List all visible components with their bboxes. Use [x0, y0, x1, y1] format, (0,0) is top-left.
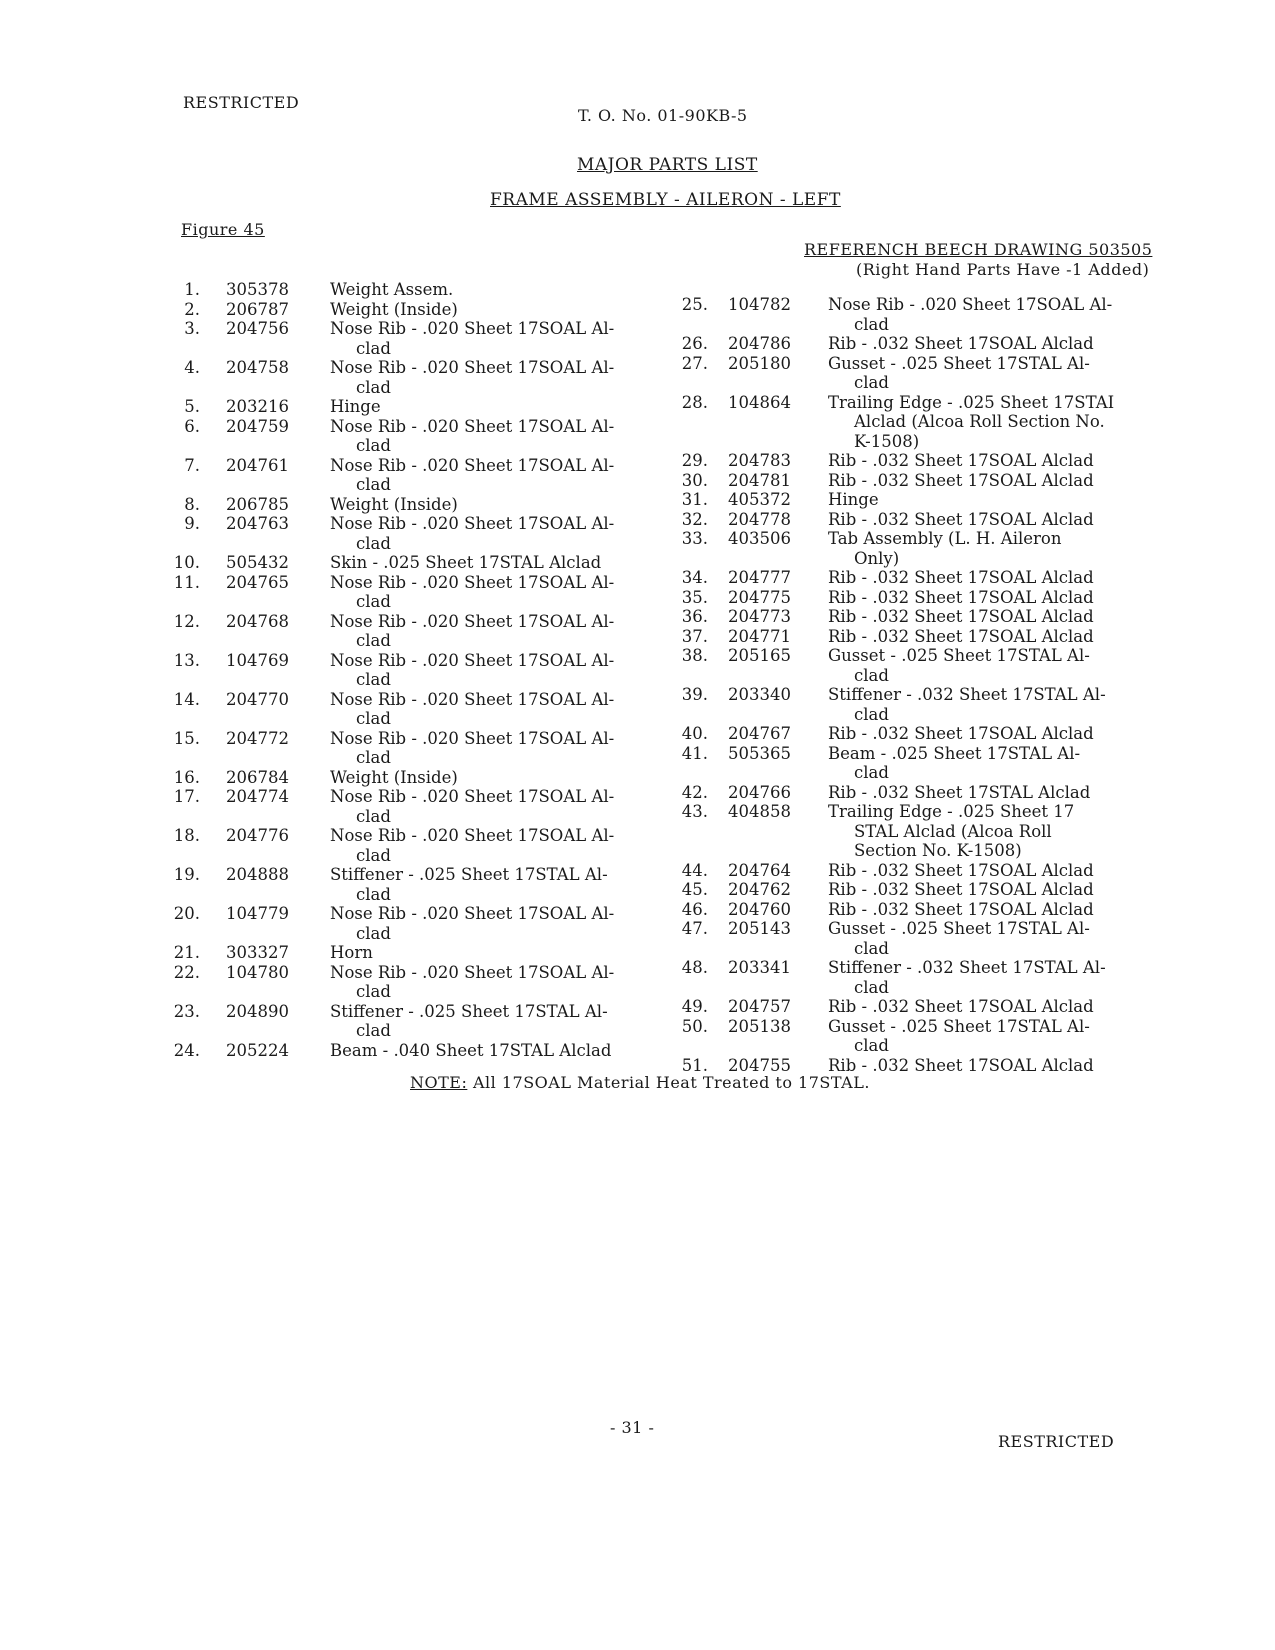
part-description-cont: clad [854, 977, 889, 997]
figure-label: Figure 45 [181, 220, 265, 239]
parts-list-item [668, 568, 1168, 588]
parts-list-item [160, 573, 670, 612]
part-number: 104864 [728, 392, 791, 412]
parts-list-item [668, 802, 1168, 861]
parts-list-item [668, 646, 1168, 685]
part-number: 204761 [226, 455, 289, 475]
part-number: 205180 [728, 353, 791, 373]
note-text: All 17SOAL Material Heat Treated to 17STAL. [472, 1073, 870, 1092]
item-number: 3. [184, 319, 200, 338]
part-number: 206787 [226, 299, 289, 319]
part-description-cont: clad [356, 533, 391, 553]
parts-list-item [160, 651, 670, 690]
part-description: Nose Rib - .020 Sheet 17SOAL Al- [330, 416, 615, 436]
item-number: 16. [173, 767, 200, 787]
part-number: 206784 [226, 767, 289, 787]
part-number: 205224 [226, 1040, 289, 1060]
item-number: 41. [681, 743, 708, 763]
part-number: 205165 [728, 646, 791, 665]
parts-list-item [160, 612, 670, 651]
part-description: Trailing Edge - .025 Sheet 17 [828, 802, 1075, 821]
parts-list-item [668, 900, 1168, 920]
item-number: 47. [681, 919, 708, 938]
parts-list-item [668, 958, 1168, 997]
part-number: 104780 [226, 962, 289, 982]
part-number: 204763 [226, 514, 289, 533]
item-number: 42. [681, 782, 708, 802]
part-description: Rib - .032 Sheet 17SOAL Alclad [828, 607, 1094, 626]
item-number: 24. [173, 1040, 200, 1060]
part-description: Rib - .032 Sheet 17SOAL Alclad [828, 860, 1094, 880]
item-number: 38. [681, 646, 708, 665]
part-description-cont: clad [356, 709, 391, 728]
part-description: Gusset - .025 Sheet 17STAL Al- [828, 1016, 1090, 1036]
item-number: 9. [184, 514, 200, 533]
part-number: 205143 [728, 919, 791, 938]
part-number: 204755 [728, 1055, 791, 1075]
parts-list-item [668, 861, 1168, 881]
part-description: Nose Rib - .020 Sheet 17SOAL Al- [330, 319, 615, 338]
parts-list-item [668, 529, 1168, 568]
part-description: Nose Rib - .020 Sheet 17SOAL Al- [330, 572, 615, 592]
part-description: Rib - .032 Sheet 17SOAL Alclad [828, 568, 1094, 587]
part-number: 206785 [226, 494, 289, 514]
part-description: Weight (Inside) [330, 299, 458, 319]
item-number: 30. [681, 470, 708, 490]
part-description: Rib - .032 Sheet 17SOAL Alclad [828, 1055, 1094, 1075]
part-number: 204756 [226, 319, 289, 338]
part-number: 204764 [728, 860, 791, 880]
part-number: 505432 [226, 553, 289, 572]
to-number: T. O. No. 01-90KB-5 [578, 106, 748, 125]
item-number: 12. [173, 611, 200, 631]
parts-list-item [668, 919, 1168, 958]
item-number: 10. [173, 553, 200, 572]
parts-list-item [668, 471, 1168, 491]
part-number: 204768 [226, 611, 289, 631]
parts-list-item [160, 514, 670, 553]
part-description: Weight Assem. [330, 280, 454, 299]
parts-list-item [668, 1017, 1168, 1056]
classification-top: RESTRICTED [183, 93, 300, 112]
part-description-cont: clad [356, 592, 391, 611]
item-number: 45. [681, 880, 708, 899]
item-number: 14. [173, 689, 200, 709]
footnote [410, 1073, 870, 1092]
item-number: 43. [681, 802, 708, 821]
parts-list-item [668, 880, 1168, 900]
parts-list-item [668, 627, 1168, 647]
item-number: 50. [681, 1016, 708, 1036]
parts-list-item [160, 300, 670, 320]
parts-list-item [668, 354, 1168, 393]
part-description: Nose Rib - .020 Sheet 17SOAL Al- [330, 787, 615, 806]
part-description: Rib - .032 Sheet 17SOAL Alclad [828, 470, 1094, 490]
part-description: Trailing Edge - .025 Sheet 17STAI [828, 392, 1115, 412]
part-number: 204786 [728, 334, 791, 353]
part-number: 104769 [226, 650, 289, 670]
part-description-cont: clad [356, 436, 391, 455]
item-number: 8. [184, 494, 200, 514]
part-description-cont: clad [854, 938, 889, 958]
part-number: 203216 [226, 397, 289, 416]
part-description: Nose Rib - .020 Sheet 17SOAL Al- [330, 611, 615, 631]
parts-list-item [160, 768, 670, 788]
part-description: Stiffener - .025 Sheet 17STAL Al- [330, 865, 608, 884]
item-number: 25. [681, 295, 708, 314]
part-description: Nose Rib - .020 Sheet 17SOAL Al- [330, 689, 615, 709]
part-description-cont: clad [356, 1021, 391, 1040]
part-number: 204760 [728, 899, 791, 919]
parts-list-item [160, 417, 670, 456]
part-description: Hinge [828, 490, 879, 509]
parts-list-item [668, 295, 1168, 334]
item-number: 34. [681, 568, 708, 587]
page-subtitle: FRAME ASSEMBLY - AILERON - LEFT [490, 190, 841, 210]
reference-note: (Right Hand Parts Have -1 Added) [856, 260, 1150, 279]
part-number: 204772 [226, 728, 289, 748]
parts-list-item [160, 943, 670, 963]
part-description-cont: clad [854, 763, 889, 782]
part-description: Gusset - .025 Sheet 17STAL Al- [828, 919, 1090, 938]
part-description: Nose Rib - .020 Sheet 17SOAL Al- [330, 514, 615, 533]
part-description: Rib - .032 Sheet 17SOAL Alclad [828, 997, 1094, 1016]
item-number: 20. [173, 904, 200, 923]
item-number: 46. [681, 899, 708, 919]
part-description: Stiffener - .032 Sheet 17STAL Al- [828, 685, 1106, 704]
part-number: 204778 [728, 509, 791, 529]
item-number: 32. [681, 509, 708, 529]
part-description: Rib - .032 Sheet 17SOAL Alclad [828, 626, 1094, 646]
item-number: 31. [681, 490, 708, 509]
part-number: 405372 [728, 490, 791, 509]
part-description: Rib - .032 Sheet 17SOAL Alclad [828, 724, 1094, 743]
part-description: Nose Rib - .020 Sheet 17SOAL Al- [828, 295, 1113, 314]
part-number: 104779 [226, 904, 289, 923]
part-description: Nose Rib - .020 Sheet 17SOAL Al- [330, 904, 615, 923]
item-number: 17. [173, 787, 200, 806]
part-description: Skin - .025 Sheet 17STAL Alclad [330, 553, 602, 572]
parts-list-item [160, 319, 670, 358]
parts-list-item [160, 1002, 670, 1041]
part-description: Beam - .025 Sheet 17STAL Al- [828, 743, 1081, 763]
part-description: Stiffener - .032 Sheet 17STAL Al- [828, 958, 1106, 977]
part-description-cont: Alclad (Alcoa Roll Section No. [854, 412, 1105, 431]
item-number: 18. [173, 826, 200, 845]
reference-drawing: REFERENCH BEECH DRAWING 503505 [804, 240, 1153, 259]
parts-list-item [668, 393, 1168, 452]
part-description: Rib - .032 Sheet 17SOAL Alclad [828, 509, 1094, 529]
parts-list-item [668, 724, 1168, 744]
part-description-cont: clad [356, 923, 391, 943]
item-number: 4. [184, 358, 200, 377]
part-number: 204776 [226, 826, 289, 845]
part-description-cont: clad [854, 314, 889, 334]
parts-list-item [668, 588, 1168, 608]
parts-list-item [160, 865, 670, 904]
part-description: Nose Rib - .020 Sheet 17SOAL Al- [330, 826, 615, 845]
part-description: Gusset - .025 Sheet 17STAL Al- [828, 353, 1090, 373]
part-number: 203340 [728, 685, 791, 704]
part-description: Beam - .040 Sheet 17STAL Alclad [330, 1040, 612, 1060]
parts-list-left [160, 280, 670, 1060]
part-number: 204774 [226, 787, 289, 806]
page-title: MAJOR PARTS LIST [577, 155, 758, 175]
parts-list-item [668, 510, 1168, 530]
part-description-cont: clad [356, 475, 391, 494]
part-description-cont: clad [356, 748, 391, 767]
parts-list-item [668, 783, 1168, 803]
part-description: Rib - .032 Sheet 17SOAL Alclad [828, 880, 1094, 899]
part-description-cont: clad [356, 670, 391, 689]
item-number: 39. [681, 685, 708, 704]
parts-list-item [160, 690, 670, 729]
part-number: 204767 [728, 724, 791, 743]
item-number: 36. [681, 607, 708, 626]
part-description-cont: clad [356, 806, 391, 826]
parts-list-item [668, 451, 1168, 471]
part-number: 204770 [226, 689, 289, 709]
part-description: Rib - .032 Sheet 17SOAL Alclad [828, 451, 1094, 470]
part-description: Weight (Inside) [330, 494, 458, 514]
parts-list-item [160, 397, 670, 417]
parts-list-item [160, 787, 670, 826]
part-number: 305378 [226, 280, 289, 299]
part-number: 204775 [728, 587, 791, 607]
item-number: 7. [184, 455, 200, 475]
part-description: Hinge [330, 397, 381, 416]
part-description: Horn [330, 943, 373, 962]
part-description-cont: STAL Alclad (Alcoa Roll [854, 821, 1052, 841]
part-description-cont: clad [854, 373, 889, 392]
part-description: Rib - .032 Sheet 17SOAL Alclad [828, 587, 1094, 607]
parts-list-item [160, 553, 670, 573]
parts-list-item [160, 1041, 670, 1061]
item-number: 27. [681, 353, 708, 373]
item-number: 15. [173, 728, 200, 748]
part-description-cont: clad [854, 1036, 889, 1055]
part-description-cont: Only) [854, 548, 900, 568]
parts-list-item [160, 280, 670, 300]
item-number: 22. [173, 962, 200, 982]
item-number: 28. [681, 392, 708, 412]
item-number: 19. [173, 865, 200, 884]
part-number: 404858 [728, 802, 791, 821]
parts-list-item [668, 490, 1168, 510]
parts-list-item [668, 607, 1168, 627]
part-number: 204757 [728, 997, 791, 1016]
part-description: Nose Rib - .020 Sheet 17SOAL Al- [330, 962, 615, 982]
parts-list-item [160, 456, 670, 495]
part-number: 204771 [728, 626, 791, 646]
part-number: 205138 [728, 1016, 791, 1036]
part-number: 303327 [226, 943, 289, 962]
part-number: 204762 [728, 880, 791, 899]
parts-list-item [160, 904, 670, 943]
item-number: 29. [681, 451, 708, 470]
part-description: Weight (Inside) [330, 767, 458, 787]
part-description: Nose Rib - .020 Sheet 17SOAL Al- [330, 728, 615, 748]
parts-list-item [668, 334, 1168, 354]
parts-list-right [668, 295, 1168, 1075]
parts-list-item [160, 495, 670, 515]
part-description: Rib - .032 Sheet 17SOAL Alclad [828, 899, 1094, 919]
part-description: Nose Rib - .020 Sheet 17SOAL Al- [330, 455, 615, 475]
part-number: 204781 [728, 470, 791, 490]
part-description-cont: clad [356, 845, 391, 865]
item-number: 51. [681, 1055, 708, 1075]
parts-list-item [160, 826, 670, 865]
item-number: 2. [184, 299, 200, 319]
part-number: 204758 [226, 358, 289, 377]
part-number: 204773 [728, 607, 791, 626]
item-number: 6. [184, 416, 200, 436]
part-number: 204766 [728, 782, 791, 802]
note-label: NOTE: [410, 1073, 468, 1092]
item-number: 13. [173, 650, 200, 670]
item-number: 35. [681, 587, 708, 607]
part-description: Rib - .032 Sheet 17STAL Alclad [828, 782, 1091, 802]
part-description-cont: clad [854, 665, 889, 685]
parts-list-item [668, 685, 1168, 724]
part-description-cont: clad [356, 982, 391, 1001]
item-number: 44. [681, 860, 708, 880]
part-number: 203341 [728, 958, 791, 977]
part-number: 204759 [226, 416, 289, 436]
item-number: 5. [184, 397, 200, 416]
classification-bottom: RESTRICTED [998, 1432, 1115, 1451]
part-number: 204783 [728, 451, 791, 470]
parts-list-item [160, 729, 670, 768]
parts-list-item [668, 997, 1168, 1017]
part-number: 204888 [226, 865, 289, 884]
part-number: 204765 [226, 572, 289, 592]
part-number: 104782 [728, 295, 791, 314]
item-number: 40. [681, 724, 708, 743]
parts-list-item [160, 963, 670, 1002]
part-description: Nose Rib - .020 Sheet 17SOAL Al- [330, 358, 615, 377]
part-description-cont: clad [854, 704, 889, 724]
part-description-cont: Section No. K-1508) [854, 841, 1022, 860]
parts-list-item [160, 358, 670, 397]
item-number: 49. [681, 997, 708, 1016]
item-number: 21. [173, 943, 200, 962]
part-description-cont: clad [356, 631, 391, 650]
part-number: 403506 [728, 529, 791, 548]
part-description: Gusset - .025 Sheet 17STAL Al- [828, 646, 1090, 665]
part-description: Rib - .032 Sheet 17SOAL Alclad [828, 334, 1094, 353]
part-description: Stiffener - .025 Sheet 17STAL Al- [330, 1001, 608, 1021]
part-description: Tab Assembly (L. H. Aileron [828, 529, 1062, 548]
item-number: 1. [184, 280, 200, 299]
item-number: 33. [681, 529, 708, 548]
item-number: 23. [173, 1001, 200, 1021]
part-description-cont: clad [356, 338, 391, 358]
item-number: 37. [681, 626, 708, 646]
item-number: 11. [173, 572, 200, 592]
page-number: - 31 - [610, 1418, 655, 1437]
part-number: 505365 [728, 743, 791, 763]
part-description-cont: clad [356, 377, 391, 397]
part-number: 204890 [226, 1001, 289, 1021]
item-number: 26. [681, 334, 708, 353]
item-number: 48. [681, 958, 708, 977]
part-description-cont: clad [356, 884, 391, 904]
part-number: 204777 [728, 568, 791, 587]
part-description: Nose Rib - .020 Sheet 17SOAL Al- [330, 650, 615, 670]
parts-list-item [668, 744, 1168, 783]
part-description-cont: K-1508) [854, 431, 920, 451]
